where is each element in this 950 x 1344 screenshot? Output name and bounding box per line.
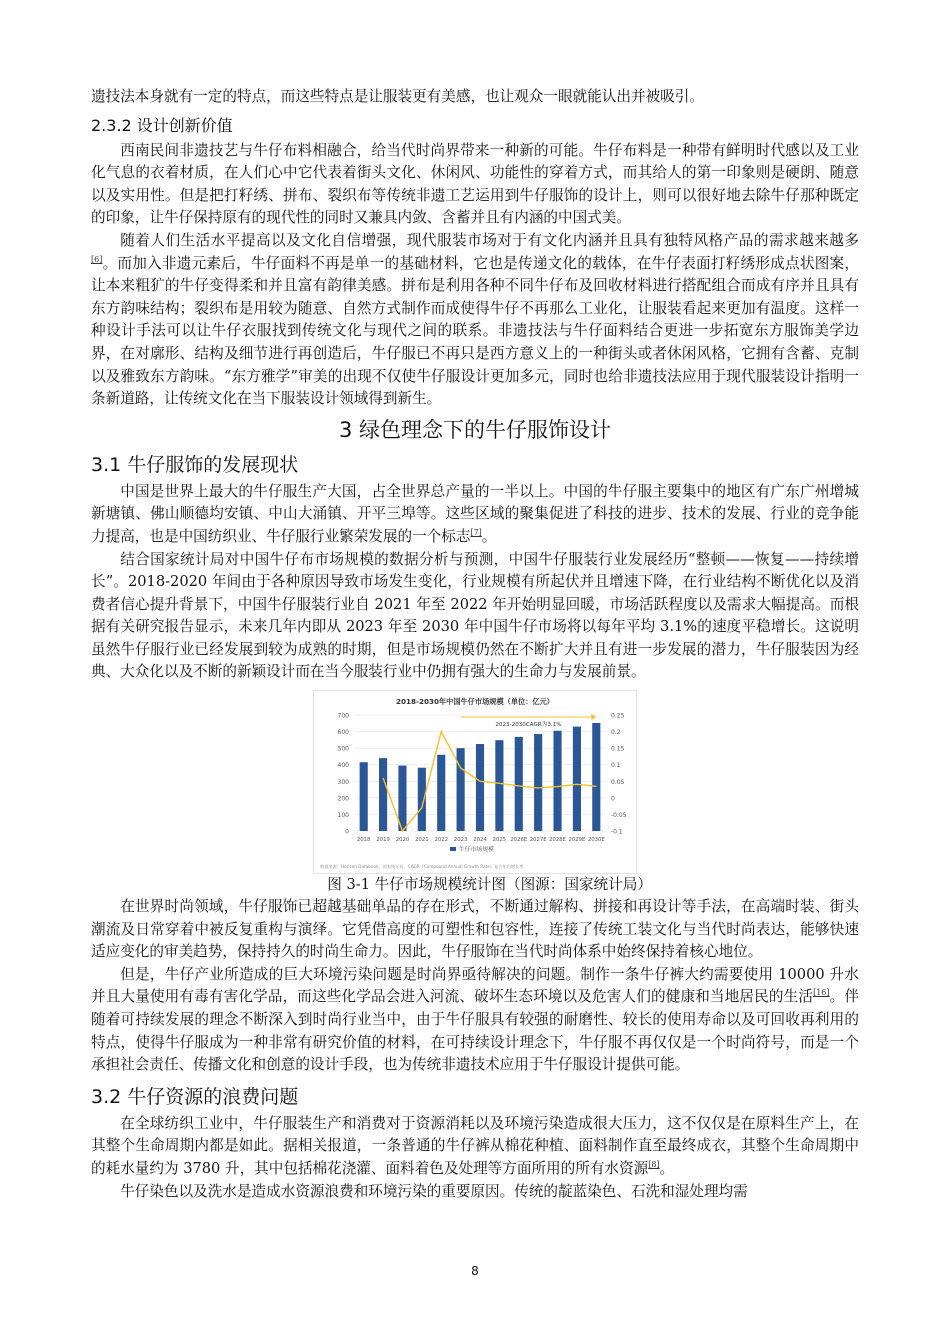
y-right-tick-label: 0.05 bbox=[611, 778, 625, 786]
legend-label: 牛仔市场规模 bbox=[459, 847, 494, 854]
bar bbox=[457, 748, 465, 831]
y-right-tick-label: 0.25 bbox=[611, 712, 625, 720]
x-tick-label: 2020 bbox=[395, 837, 410, 844]
x-tick-label: 2021 bbox=[415, 837, 429, 844]
y-right-tick-label: 0 bbox=[611, 795, 615, 803]
bar bbox=[379, 758, 387, 831]
figure-caption: 图 3-1 牛仔市场规模统计图（图源：国家统计局） bbox=[327, 876, 652, 894]
x-tick-label: 2028E bbox=[549, 837, 566, 844]
y-right-tick-label: -0.1 bbox=[611, 828, 623, 836]
x-tick-label: 2025 bbox=[492, 837, 507, 844]
y-left-tick-label: 600 bbox=[337, 729, 349, 737]
bar bbox=[534, 734, 542, 831]
market-size-chart bbox=[314, 691, 636, 873]
paragraph: 遗技法本身就有一定的特点，而这些特点是让服装更有美感，也让观众一眼就能认出并被吸引。 bbox=[91, 88, 704, 105]
y-right-tick-label: 0.1 bbox=[611, 762, 621, 770]
y-left-tick-label: 0 bbox=[345, 828, 349, 836]
x-tick-label: 2022 bbox=[434, 837, 448, 844]
bar bbox=[476, 744, 484, 831]
y-left-tick-label: 300 bbox=[337, 778, 349, 786]
paragraph: 在世界时尚领域，牛仔服饰已超越基础单品的存在形式，不断通过解构、拼接和再设计等手法，在高端时装、街头潮流及日常穿着中被反复重构与演绎。它凭借高度的可塑性和包容性，连接了传统工装文化与当代时尚表达，能够快速适应变化的审美趋势，保持持久的时尚生命力。因此，牛仔服饰在当代时尚体系中始终保持着核心地位。 bbox=[91, 898, 859, 961]
x-tick-label: 2030E bbox=[587, 837, 605, 844]
citation-7[interactable]: [7] bbox=[470, 527, 482, 537]
x-tick-label: 2023 bbox=[453, 837, 468, 844]
x-tick-label: 2024 bbox=[473, 837, 487, 844]
document-page bbox=[91, 86, 859, 1203]
bar bbox=[437, 755, 445, 831]
bar bbox=[515, 737, 523, 831]
section-heading-2-3-2: 2.3.2 设计创新价值 bbox=[91, 115, 233, 135]
paragraph: 中国是世界上最大的牛仔服生产大国，占全世界总产量的一半以上。中国的牛仔服主要集中的地区有广东广州增城新塘镇、佛山顺德均安镇、中山大涌镇、开平三埠等。这些区域的聚集促进了科技的进步、技术的发展、行业的竞争能力提高，也是中国纺织业、牛仔服行业繁荣发展的一个标志[7]。 bbox=[91, 482, 859, 545]
paragraph: 结合国家统计局对中国牛仔布市场规模的数据分析与预测，中国牛仔服装行业发展经历“整顿——恢复——持续增长”。2018-2020 年间由于各种原因导致市场发生变化，行业规模有所起伏并且增速下降，在行业结构不断优化以及消费者信心提升背景下，中国牛仔服装行业自 2021 年至 2022 年开始明显回暖，市场活跃程度以及需求大幅提高。而根据有关研究报告显示，未来几年内即从 2023 年至 2030 年中国牛仔市场将以每年平均 3.1%的速度平稳增长。这说明虽然牛仔服行业已经发展到较为成熟的时期，但是市场规模仍然在不断扩大并且有进一步发展的潜力，牛仔服装因为经典、大众化以及不断的新颖设计而在当今服装行业中仍拥有强大的生命力与发展前景。 bbox=[91, 550, 859, 681]
paragraph: 随着人们生活水平提高以及文化自信增强，现代服装市场对于有文化内涵并且具有独特风格产品的需求越来越多[6]。而加入非遗元素后，牛仔面料不再是单一的基础材料，它也是传递文化的载体，在牛仔表面打籽绣形成点状图案，让本来粗犷的牛仔变得柔和并且富有韵律美感。拼布是利用各种不同牛仔布及回收材料进行搭配组合而成有序并且具有东方韵味结构；裂织布是用较为随意、自然方式制作而成使得牛仔不再那么工业化，让服装看起来更加有温度。这样一种设计手法可以让牛仔衣服找到传统文化与现代之间的联系。非遗技法与牛仔面料结合更进一步拓宽东方服饰美学边界，在对廓形、结构及细节进行再创造后，牛仔服已不再只是西方意义上的一种街头或者休闲风格，它拥有含蓄、克制以及雅致东方韵味。“东方雅学”审美的出现不仅使牛仔服设计更加多元，同时也给非遗技法应用于现代服装设计指明一条新道路，让传统文化在当下服装设计领域得到新生。 bbox=[91, 231, 859, 408]
legend-swatch bbox=[450, 847, 456, 851]
cagr-annotation: 2023-2030CAGR为3.1% bbox=[495, 722, 562, 729]
bar bbox=[418, 768, 426, 831]
market-size-chart-figure bbox=[313, 690, 637, 874]
citation-6[interactable]: [6] bbox=[91, 254, 103, 264]
y-left-tick-label: 700 bbox=[337, 712, 349, 720]
bar bbox=[553, 731, 561, 831]
section-heading-3-2: 3.2 牛仔资源的浪费问题 bbox=[91, 1085, 299, 1108]
y-left-tick-label: 200 bbox=[337, 795, 349, 803]
bar bbox=[573, 727, 581, 831]
y-right-tick-label: 0.15 bbox=[611, 745, 625, 753]
x-tick-label: 2018 bbox=[356, 837, 371, 844]
paragraph: 在全球纺织工业中，牛仔服装生产和消费对于资源消耗以及环境污染造成很大压力，这不仅仅是在原料生产上，在其整个生命周期内都是如此。据相关报道，一条普通的牛仔裤从棉花种植、面料制作直至最终成衣，其整个生命周期中的耗水量约为 3780 升，其中包括棉花浇灌、面料着色及处理等方面所用的所有水资源[8]。 bbox=[91, 1114, 859, 1177]
section-heading-3-1: 3.1 牛仔服饰的发展现状 bbox=[91, 453, 299, 476]
paragraph: 西南民间非遗技艺与牛仔布料相融合，给当代时尚界带来一种新的可能。牛仔布料是一种带有鲜明时代感以及工业化气息的衣着材质，在人们心中它代表着街头文化、休闲风、功能性的穿着方式，而其给人的第一印象则是硬朗、随意以及实用性。但是把打籽绣、拼布、裂织布等传统非遗工艺运用到牛仔服饰的设计上，则可以很好地去除牛仔那种既定的印象，让牛仔保持原有的现代性的同时又兼具内敛、含蓄并且有内涵的中国式美。 bbox=[91, 141, 859, 227]
citation-16[interactable]: [16] bbox=[813, 988, 830, 998]
x-tick-label: 2027E bbox=[529, 837, 547, 844]
chart-source-note: 数据来源：Horizon Databook，国家统计局，CAGR（Compound Annual Growth Rate）复合年均增长率 bbox=[320, 864, 524, 870]
paragraph: 牛仔染色以及洗水是造成水资源浪费和环境污染的重要原因。传统的靛蓝染色、石洗和湿处理均需 bbox=[120, 1182, 748, 1200]
chapter-heading-3: 3 绿色理念下的牛仔服饰设计 bbox=[338, 417, 612, 442]
y-left-tick-label: 100 bbox=[337, 811, 349, 819]
x-tick-label: 2029E bbox=[568, 837, 586, 844]
y-left-tick-label: 400 bbox=[337, 762, 349, 770]
x-tick-label: 2019 bbox=[376, 837, 390, 844]
bar bbox=[360, 762, 368, 831]
bar bbox=[592, 723, 600, 831]
y-left-tick-label: 500 bbox=[337, 745, 349, 753]
y-right-tick-label: 0.2 bbox=[611, 729, 621, 737]
citation-8[interactable]: [8] bbox=[648, 1160, 660, 1169]
page-number: 8 bbox=[471, 1264, 479, 1278]
x-tick-label: 2026E bbox=[510, 837, 528, 844]
chart-title: 2018-2030年中国牛仔市场规模（单位：亿元） bbox=[396, 697, 554, 707]
y-right-tick-label: -0.05 bbox=[611, 811, 627, 819]
paragraph: 但是，牛仔产业所造成的巨大环境污染问题是时尚界亟待解决的问题。制作一条牛仔裤大约需要使用 10000 升水并且大量使用有毒有害化学品，而这些化学品会进入河流、破坏生态环境以及危害人们的健康和当地居民的生活[16]。伴随着可持续发展的理念不断深入到时尚行业当中，由于牛仔服具有较强的耐磨性、较长的使用寿命以及可回收再利用的特点，使得牛仔服成为一种非常有研究价值的材料，在可持续设计理念下，牛仔服不再仅仅是一个时尚符号，而是一个承担社会责任、传播文化和创意的设计手段，也为传统非遗技术应用于牛仔服设计提供可能。 bbox=[91, 965, 859, 1074]
bar bbox=[495, 740, 503, 831]
